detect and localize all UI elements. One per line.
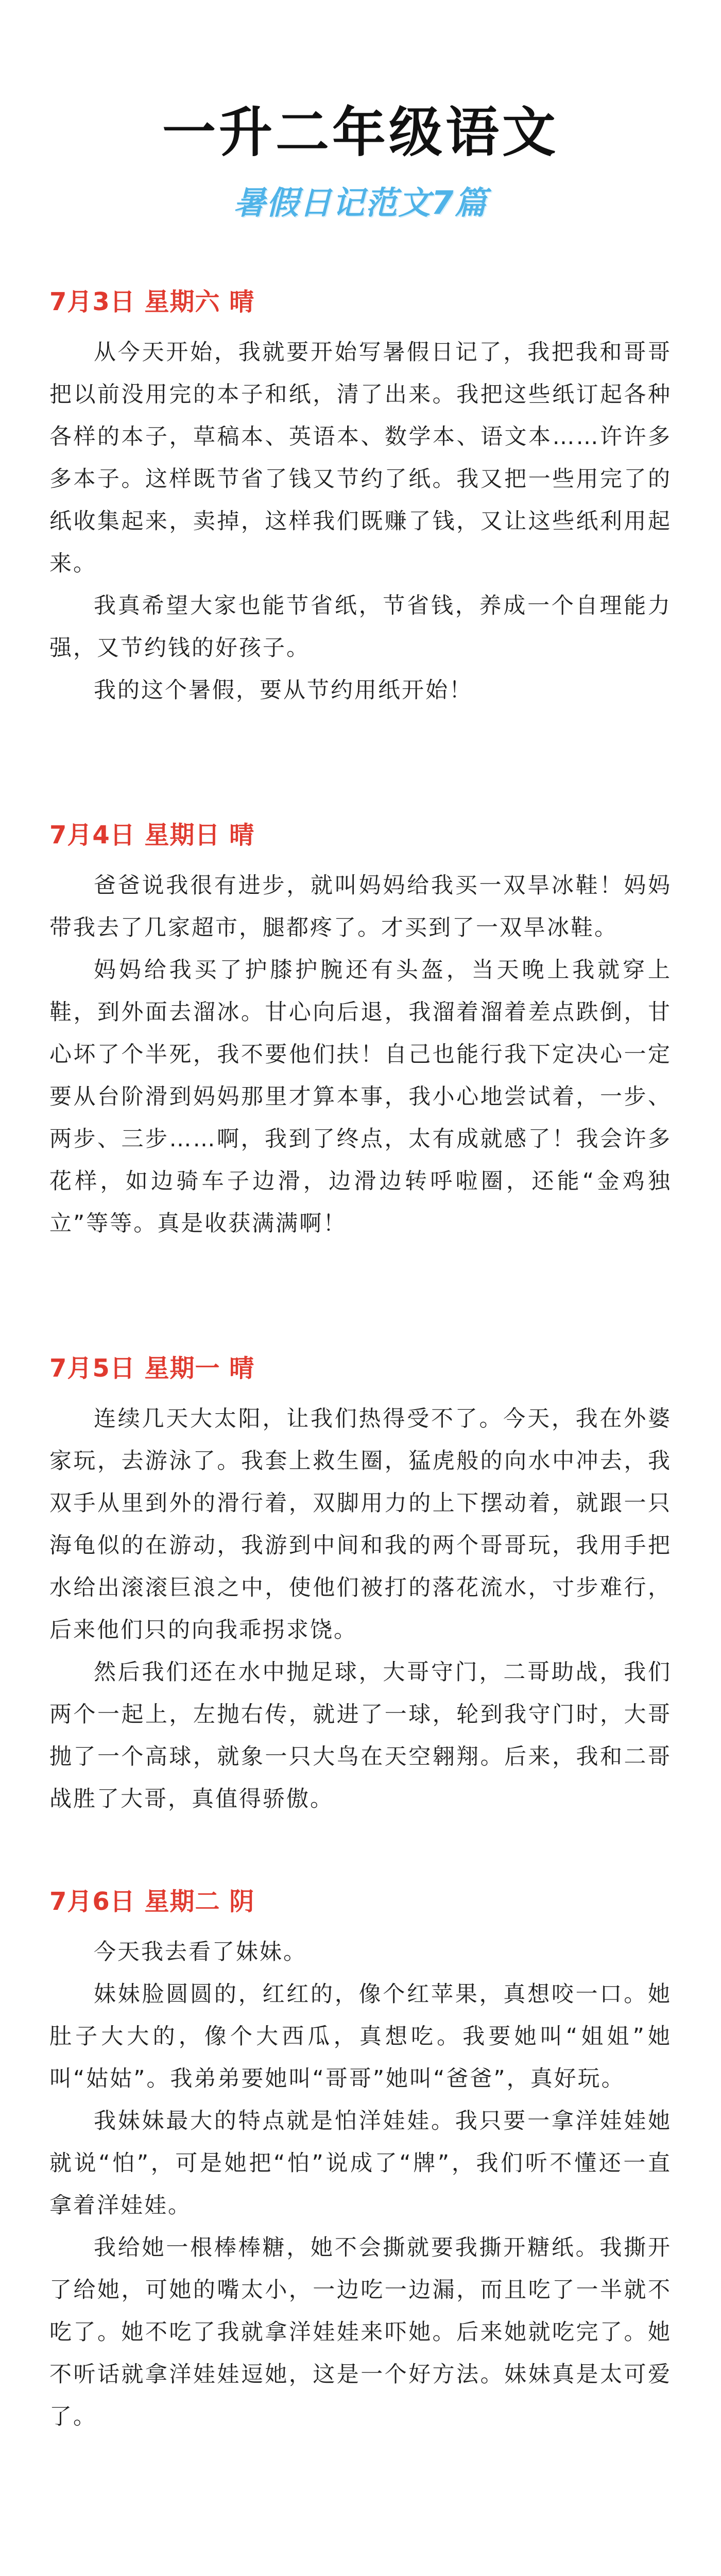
entry-date: 7月4日 星期日 晴 [49,821,255,850]
entry-paragraph: 从今天开始，我就要开始写暑假日记了，我把我和哥哥把以前没用完的本子和纸，清了出来。我把这些纸订起各种各样的本子，草稿本、英语本、数学本、语文本……许许多多本子。这样既节省了钱又节约了纸。我又把一些用完了的纸收集起来，卖掉，这样我们既赚了钱，又让这些纸利用起来。 [49,340,672,577]
entry-paragraph: 我妹妹最大的特点就是怕洋娃娃。我只要一拿洋娃娃她就说“怕”，可是她把“怕”说成了“牌”，我们听不懂还一直拿着洋娃娃。 [49,2108,672,2219]
page-title: 一升二年级语文 [162,101,559,164]
entry-paragraph: 我的这个暑假，要从节约用纸开始！ [94,677,473,704]
diary-entry [31,819,690,1245]
entry-paragraph: 爸爸说我很有进步，就叫妈妈给我买一双旱冰鞋！妈妈带我去了几家超市，腿都疼了。才买到了一双旱冰鞋。 [49,873,672,941]
entry-date: 7月3日 星期六 晴 [49,287,255,316]
entry-date: 7月5日 星期一 晴 [49,1354,255,1383]
diary-entry [31,1352,690,1820]
entry-paragraph: 妈妈给我买了护膝护腕还有头盔，当天晚上我就穿上鞋，到外面去溜冰。甘心向后退，我溜着溜着差点跌倒，甘心坏了个半死，我不要他们扶！自己也能行我下定决心一定要从台阶滑到妈妈那里才算本事，我小心地尝试着，一步、两步、三步……啊，我到了终点，太有成就感了！我会许多花样，如边骑车子边滑，边滑边转呼啦圈，还能“金鸡独立”等等。真是收获满满啊！ [49,957,672,1237]
entry-paragraph: 连续几天大太阳，让我们热得受不了。今天，我在外婆家玩，去游泳了。我套上救生圈，猛虎般的向水中冲去，我双手从里到外的滑行着，双脚用力的上下摆动着，就跟一只海龟似的在游动，我游到中间和我的两个哥哥玩，我用手把水给出滚滚巨浪之中，使他们被打的落花流水，寸步难行，后来他们只的向我乖拐求饶。 [49,1406,672,1643]
entry-paragraph: 然后我们还在水中抛足球，大哥守门，二哥助战，我们两个一起上，左抛右传，就进了一球，轮到我守门时，大哥抛了一个高球，就象一只大鸟在天空翱翔。后来，我和二哥战胜了大哥，真值得骄傲。 [49,1659,672,1812]
entry-paragraph: 我真希望大家也能节省纸，节省钱，养成一个自理能力强，又节约钱的好孩子。 [49,593,672,662]
entry-paragraph: 我给她一根棒棒糖，她不会撕就要我撕开糖纸。我撕开了给她，可她的嘴太小，一边吃一边漏，而且吃了一半就不吃了。她不吃了我就拿洋娃娃来吓她。后来她就吃完了。她不听话就拿洋娃娃逗她，这是一个好方法。妹妹真是太可爱了。 [49,2235,672,2430]
diary-entry [31,286,690,711]
entry-paragraph: 妹妹脸圆圆的，红红的，像个红苹果，真想咬一口。她肚子大大的，像个大西瓜，真想吃。我要她叫“姐姐”她叫“姑姑”。我弟弟要她叫“哥哥”她叫“爸爸”，真好玩。 [49,1981,672,2092]
entry-date: 7月6日 星期二 阴 [49,1887,255,1916]
page-subtitle: 暑假日记范文7篇 [233,184,488,222]
entry-paragraph: 今天我去看了妹妹。 [94,1939,307,1965]
diary-entry [31,1886,690,2438]
